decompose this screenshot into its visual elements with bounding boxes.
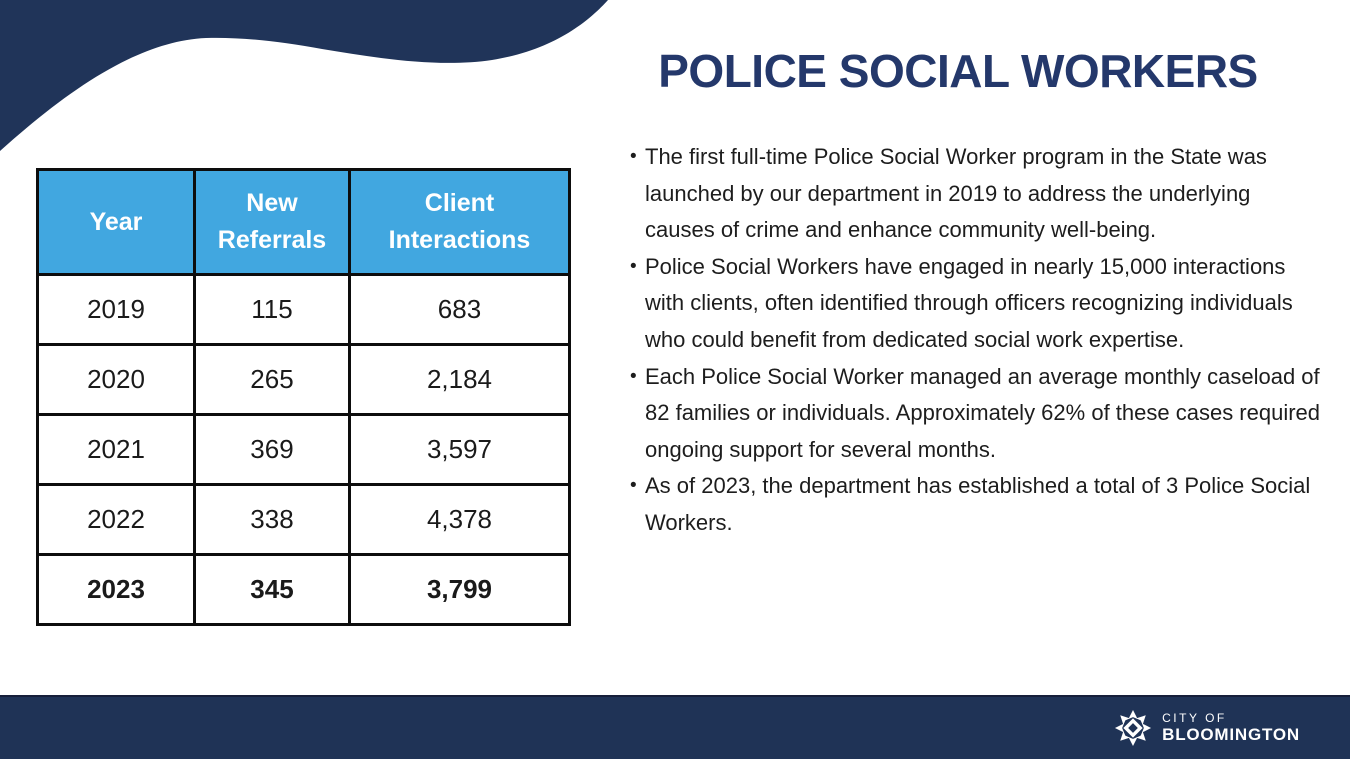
table-cell: 2019 bbox=[38, 275, 195, 345]
table-cell: 345 bbox=[195, 555, 350, 625]
table-cell: 265 bbox=[195, 345, 350, 415]
table-row bbox=[38, 415, 570, 485]
table-cell: 3,597 bbox=[350, 415, 570, 485]
table-row bbox=[38, 485, 570, 555]
table-cell: 2,184 bbox=[350, 345, 570, 415]
bullet-item: • The first full-time Police Social Worker program in the State was launched by our department in 2019 to address the underlying causes of crime and enhance community well-being. bbox=[629, 139, 1324, 249]
table-cell: 683 bbox=[350, 275, 570, 345]
table-cell: 2020 bbox=[38, 345, 195, 415]
bullet-item: • Police Social Workers have engaged in nearly 15,000 interactions with clients, often identified through officers recognizing individuals who could benefit from dedicated social work expertise. bbox=[629, 249, 1324, 359]
bullet-item: • As of 2023, the department has established a total of 3 Police Social Workers. bbox=[629, 468, 1324, 541]
table-cell: 2021 bbox=[38, 415, 195, 485]
corner-wave-decoration bbox=[0, 0, 612, 153]
table-header-row bbox=[38, 170, 570, 275]
bullet-item: • Each Police Social Worker managed an average monthly caseload of 82 families or individuals. Approximately 62% of these cases required ongoing support for several months. bbox=[629, 359, 1324, 469]
table-cell: 338 bbox=[195, 485, 350, 555]
table-cell: 2022 bbox=[38, 485, 195, 555]
table-body bbox=[38, 275, 570, 625]
table-cell: 3,799 bbox=[350, 555, 570, 625]
logo-text bbox=[1162, 711, 1300, 745]
column-header: Client Interactions bbox=[350, 170, 570, 275]
table-cell: 2023 bbox=[38, 555, 195, 625]
psw-stats-table bbox=[36, 168, 571, 626]
column-header: New Referrals bbox=[195, 170, 350, 275]
page-title: POLICE SOCIAL WORKERS bbox=[658, 45, 1258, 97]
table-cell: 369 bbox=[195, 415, 350, 485]
bullet-list bbox=[629, 139, 1324, 542]
table-row bbox=[38, 345, 570, 415]
table-row bbox=[38, 555, 570, 625]
column-header: Year bbox=[38, 170, 195, 275]
table-cell: 4,378 bbox=[350, 485, 570, 555]
footer-bar bbox=[0, 695, 1350, 759]
logo-text-bloomington: BLOOMINGTON bbox=[1162, 725, 1300, 744]
city-of-bloomington-logo bbox=[1114, 709, 1300, 747]
logo-text-city-of: CITY OF bbox=[1162, 711, 1227, 725]
snowflake-starburst-icon bbox=[1114, 709, 1152, 747]
table-row bbox=[38, 275, 570, 345]
table-cell: 115 bbox=[195, 275, 350, 345]
